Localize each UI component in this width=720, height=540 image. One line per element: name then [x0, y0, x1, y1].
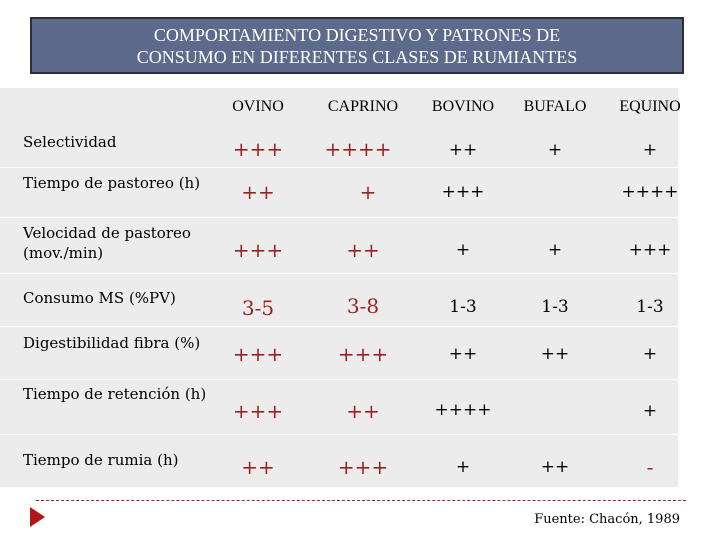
slide-title [30, 17, 684, 74]
table-cell: +++ [232, 399, 284, 423]
table-cell: 1-3 [449, 297, 477, 317]
row-label-consumo-ms: Consumo MS (%PV) [23, 289, 176, 307]
table-cell: + [642, 344, 658, 364]
table-cell: + [359, 180, 377, 204]
table-cell: ++ [241, 180, 275, 204]
table-cell: 1-3 [541, 297, 569, 317]
row-label-velocidad-pastoreo: Velocidad de pastoreo (mov./min) [23, 224, 191, 262]
row-label-tiempo-pastoreo: Tiempo de pastoreo (h) [23, 174, 201, 192]
table-cell: ++++ [324, 137, 392, 161]
table-cell: +++ [232, 238, 284, 262]
row-label-tiempo-rumia: Tiempo de rumia (h) [23, 451, 179, 469]
table-cell: + [642, 140, 658, 160]
title-line-1: COMPORTAMIENTO DIGESTIVO Y PATRONES DE [153, 24, 561, 45]
table-cell: + [642, 401, 658, 421]
column-header-bovino: BOVINO [431, 98, 495, 115]
footer-divider [36, 500, 686, 501]
row-label-selectividad: Selectividad [23, 133, 117, 151]
table-cell: ++ [346, 238, 380, 262]
column-header-bufalo: BUFALO [523, 98, 587, 115]
table-cell: +++ [441, 182, 485, 202]
table-cell: + [455, 457, 471, 477]
table-cell: +++ [232, 342, 284, 366]
table-cell: + [547, 240, 563, 260]
table-cell: +++ [232, 137, 284, 161]
table-cell: + [547, 140, 563, 160]
table-cell: + [455, 240, 471, 260]
title-line-2: CONSUMO EN DIFERENTES CLASES DE RUMIANTES [136, 46, 578, 67]
table-cell: +++ [337, 342, 389, 366]
table-cell: ++ [346, 399, 380, 423]
source-citation: Fuente: Chacón, 1989 [534, 512, 680, 527]
table-cell: +++ [337, 455, 389, 479]
table-cell: 3-8 [346, 294, 380, 318]
table-cell: ++ [448, 344, 478, 364]
table-cell: ++ [241, 455, 275, 479]
row-label-digestibilidad: Digestibilidad fibra (%) [23, 334, 201, 352]
table-cell: ++ [540, 344, 570, 364]
table-cell: +++ [628, 240, 672, 260]
column-header-ovino: OVINO [232, 98, 284, 115]
table-cell: ++ [448, 140, 478, 160]
arrow-right-icon [30, 507, 45, 527]
table-cell: 3-5 [241, 296, 275, 320]
row-label-tiempo-retencion: Tiempo de retención (h) [23, 385, 207, 403]
table-cell: ++++ [434, 400, 492, 420]
table-cell: ++++ [621, 182, 679, 202]
table-cell: 1-3 [636, 297, 664, 317]
table-cell: - [646, 455, 654, 479]
column-header-equino: EQUINO [619, 98, 681, 115]
column-header-caprino: CAPRINO [327, 98, 399, 115]
table-cell: ++ [540, 457, 570, 477]
